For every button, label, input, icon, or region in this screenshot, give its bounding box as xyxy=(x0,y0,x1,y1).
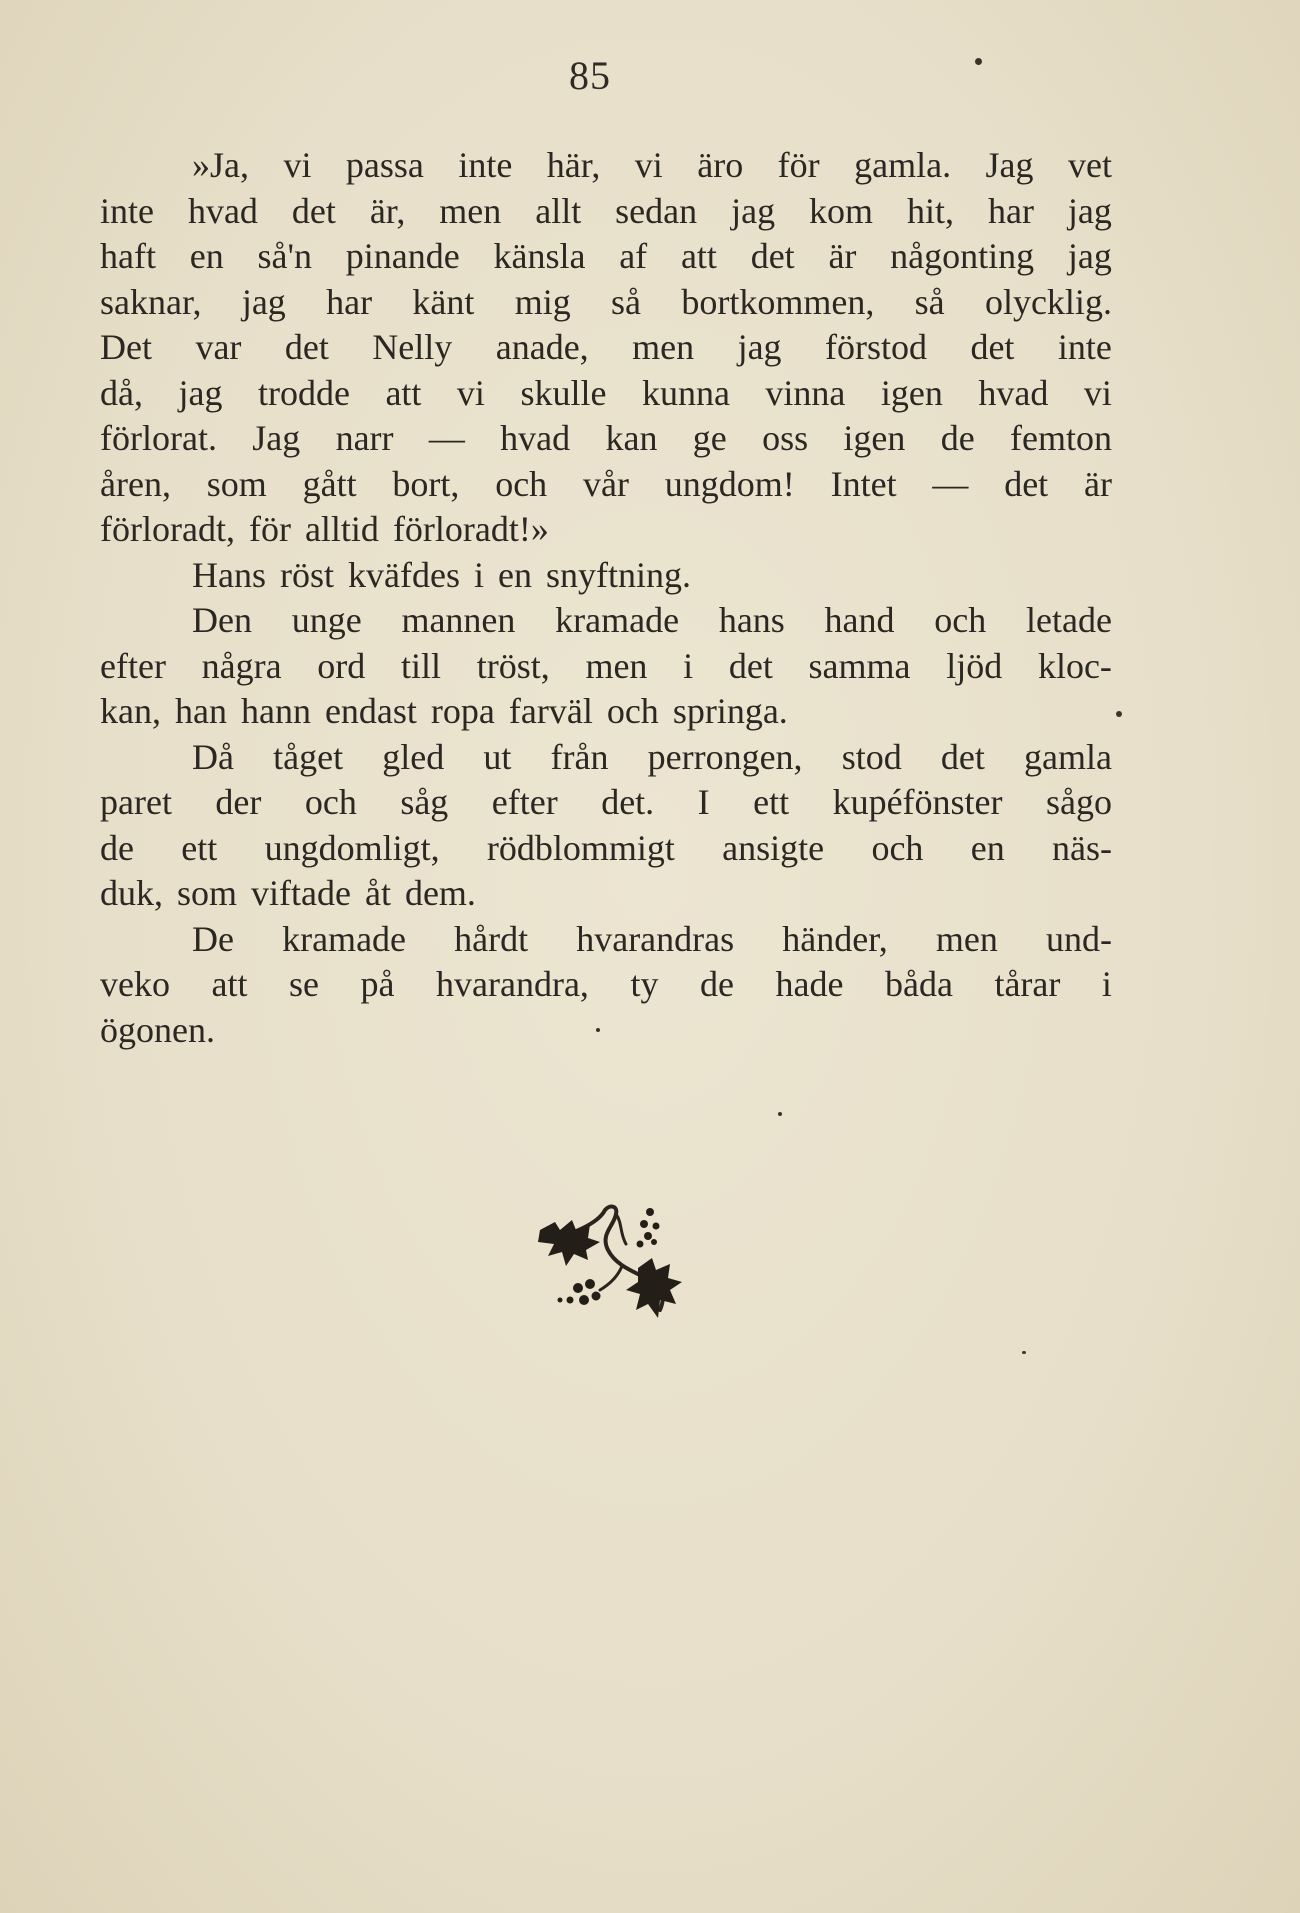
word: vår xyxy=(583,463,629,504)
word: åt xyxy=(364,873,391,913)
word: allt xyxy=(535,190,582,231)
word: från xyxy=(550,736,609,777)
word: perrongen, xyxy=(647,736,803,777)
text-line xyxy=(100,644,1112,690)
word: Intet xyxy=(830,463,897,504)
word: till xyxy=(401,645,442,686)
word: kunna xyxy=(641,372,730,413)
word: hade xyxy=(775,964,844,1004)
word: att xyxy=(385,372,422,413)
word: hvarandras xyxy=(576,918,735,959)
word: båda xyxy=(884,964,953,1004)
word: men xyxy=(632,327,695,367)
word: — xyxy=(932,463,969,504)
word: som xyxy=(177,873,238,913)
word: gamla. xyxy=(854,145,952,185)
word: ett xyxy=(181,827,218,868)
text-line xyxy=(100,416,1112,462)
word: af xyxy=(619,236,648,276)
word: här, xyxy=(546,145,601,185)
word: unge xyxy=(291,600,362,640)
word: vi xyxy=(634,145,663,185)
word: gled xyxy=(382,736,445,777)
text-line xyxy=(100,1008,1112,1054)
word: passa xyxy=(345,145,424,185)
word: veko xyxy=(100,964,170,1004)
word: jag xyxy=(178,372,223,413)
word: De xyxy=(192,918,234,959)
word: äro xyxy=(697,145,744,185)
word: Den xyxy=(192,600,252,640)
word: var xyxy=(195,327,242,367)
word: i xyxy=(1101,964,1112,1004)
word: ropa xyxy=(430,691,495,731)
word: kväfdes xyxy=(348,554,460,595)
word: gått xyxy=(302,463,357,504)
word: och xyxy=(871,827,924,868)
word: alltid xyxy=(304,509,379,549)
word: förloradt!» xyxy=(392,509,549,549)
text-line xyxy=(100,325,1112,371)
word: — xyxy=(428,418,465,458)
word: för xyxy=(248,509,291,549)
word: det xyxy=(750,236,795,276)
word: Det xyxy=(100,327,152,367)
word: vet xyxy=(1067,145,1112,185)
word: hand xyxy=(824,600,895,640)
text-line xyxy=(100,780,1112,826)
word: en xyxy=(189,236,224,276)
word: inte xyxy=(458,145,513,185)
word: igen xyxy=(880,372,943,413)
ink-speck xyxy=(778,1112,782,1116)
word: hvad xyxy=(978,372,1049,413)
word: näs- xyxy=(1052,827,1112,868)
word: men xyxy=(585,645,648,686)
word: inte xyxy=(100,190,154,231)
word: pinande xyxy=(345,236,460,276)
word: rödblommigt xyxy=(486,827,675,868)
word: det. xyxy=(601,782,655,822)
word: jag xyxy=(731,190,776,231)
text-line xyxy=(100,871,1112,917)
word: farväl xyxy=(508,691,593,731)
word: I xyxy=(697,782,710,822)
word: ge xyxy=(692,418,727,458)
word: tröst, xyxy=(476,645,550,686)
word: vi xyxy=(456,372,485,413)
word: som xyxy=(206,463,267,504)
word: en xyxy=(970,827,1005,868)
ink-speck xyxy=(975,58,982,65)
word: sågo xyxy=(1045,782,1112,822)
text-line xyxy=(100,371,1112,417)
word: olycklig. xyxy=(984,281,1112,322)
word: narr xyxy=(335,418,394,458)
word: att xyxy=(211,964,248,1004)
word: och xyxy=(495,463,548,504)
word: de xyxy=(699,964,734,1004)
word: har xyxy=(326,281,373,322)
word: det xyxy=(284,327,329,367)
word: förloradt, xyxy=(100,509,235,549)
word: en xyxy=(497,554,532,595)
word: hvad xyxy=(500,418,571,458)
word: någonting xyxy=(890,236,1035,276)
word: i xyxy=(683,645,694,686)
text-line xyxy=(100,826,1112,872)
word: ett xyxy=(753,782,790,822)
word: sedan xyxy=(615,190,698,231)
word: stod xyxy=(841,736,902,777)
word: skulle xyxy=(520,372,607,413)
word: haft xyxy=(100,236,156,276)
word: bort, xyxy=(392,463,460,504)
word: femton xyxy=(1010,418,1112,458)
text-line xyxy=(100,280,1112,326)
word: trodde xyxy=(257,372,350,413)
word: kom xyxy=(809,190,874,231)
word: åren, xyxy=(100,463,171,504)
word: är, xyxy=(369,190,406,231)
text-line xyxy=(100,143,1112,189)
word: tårar xyxy=(994,964,1061,1004)
word: ansigte xyxy=(722,827,825,868)
text-line xyxy=(100,553,1112,599)
word: och xyxy=(304,782,357,822)
word: ty xyxy=(630,964,659,1004)
word: såg xyxy=(400,782,449,822)
word: det xyxy=(1004,463,1049,504)
word: några xyxy=(201,645,282,686)
word: tåget xyxy=(273,736,344,777)
word: så'n xyxy=(257,236,312,276)
word: vi xyxy=(283,145,312,185)
word: det xyxy=(940,736,985,777)
text-line xyxy=(100,189,1112,235)
word: hvarandra, xyxy=(436,964,589,1004)
ink-speck xyxy=(596,1028,600,1032)
word: gamla xyxy=(1023,736,1112,777)
text-line xyxy=(100,507,1112,553)
word: vi xyxy=(1083,372,1112,413)
word: kloc- xyxy=(1037,645,1112,686)
word: kan xyxy=(605,418,658,458)
word: mannen xyxy=(401,600,516,640)
word: springa. xyxy=(672,691,788,731)
word: letade xyxy=(1025,600,1112,640)
word: har xyxy=(987,190,1034,231)
text-line xyxy=(100,234,1112,280)
word: jag xyxy=(241,281,286,322)
word: kramade xyxy=(555,600,680,640)
word: ljöd xyxy=(946,645,1003,686)
text-line xyxy=(100,689,1112,735)
word: duk, xyxy=(100,873,163,913)
word: ögonen. xyxy=(100,1009,215,1050)
word: hit, xyxy=(907,190,955,231)
word: bortkommen, xyxy=(681,281,875,322)
word: Då xyxy=(192,736,234,777)
word: i xyxy=(473,554,484,595)
word: och xyxy=(934,600,987,640)
word: så xyxy=(914,281,945,322)
word: jag xyxy=(1067,190,1112,231)
word: der xyxy=(215,782,262,822)
word: mig xyxy=(514,281,571,322)
word: är xyxy=(828,236,857,276)
vine-leaf-ornament-icon xyxy=(530,1200,700,1340)
word: röst xyxy=(280,554,334,595)
word: det xyxy=(291,190,336,231)
word: att xyxy=(680,236,717,276)
word: inte xyxy=(1057,327,1112,367)
word: och xyxy=(606,691,659,731)
word: Jag xyxy=(252,418,301,458)
text-line xyxy=(100,598,1112,644)
word: det xyxy=(728,645,773,686)
word: men xyxy=(439,190,502,231)
word: Jag xyxy=(985,145,1034,185)
word: oss xyxy=(762,418,809,458)
ink-speck xyxy=(1116,711,1122,717)
word: ungdom! xyxy=(664,463,795,504)
word: det xyxy=(970,327,1015,367)
text-line xyxy=(100,917,1112,963)
word: kramade xyxy=(282,918,407,959)
word: hans xyxy=(718,600,785,640)
word: men xyxy=(935,918,998,959)
word: han xyxy=(174,691,227,731)
word: paret xyxy=(100,782,172,822)
word: dem. xyxy=(404,873,476,913)
word: jag xyxy=(737,327,782,367)
word: är xyxy=(1084,463,1112,504)
word: kan, xyxy=(100,691,161,731)
word: snyftning. xyxy=(545,554,691,595)
word: ungdomligt, xyxy=(264,827,440,868)
ink-speck xyxy=(1022,1351,1026,1354)
word: endast xyxy=(324,691,417,731)
body-text xyxy=(100,143,1112,1053)
text-line xyxy=(100,735,1112,781)
word: efter xyxy=(100,645,166,686)
word: se xyxy=(289,964,319,1004)
word: samma xyxy=(808,645,911,686)
word: så xyxy=(611,281,642,322)
word: hann xyxy=(240,691,311,731)
word: efter xyxy=(491,782,558,822)
word: ut xyxy=(483,736,512,777)
word: Nelly xyxy=(372,327,453,367)
word: saknar, xyxy=(100,281,202,322)
word: känt xyxy=(412,281,475,322)
word: känsla xyxy=(493,236,586,276)
word: anade, xyxy=(495,327,589,367)
page-number: 85 xyxy=(569,53,611,98)
word: hårdt xyxy=(454,918,529,959)
word: »Ja, xyxy=(192,145,249,185)
word: viftade xyxy=(251,873,351,913)
word: de xyxy=(100,827,134,868)
word: und- xyxy=(1045,918,1112,959)
word: de xyxy=(940,418,975,458)
word: då, xyxy=(100,372,143,413)
word: jag xyxy=(1067,236,1112,276)
word: för xyxy=(777,145,820,185)
word: händer, xyxy=(782,918,888,959)
word: förlorat. xyxy=(100,418,217,458)
word: Hans xyxy=(192,554,266,595)
text-line xyxy=(100,962,1112,1008)
word: igen xyxy=(843,418,906,458)
text-line xyxy=(100,462,1112,508)
word: ord xyxy=(317,645,366,686)
word: på xyxy=(360,964,395,1004)
word: hvad xyxy=(187,190,258,231)
word: förstod xyxy=(825,327,927,367)
word: kupéfönster xyxy=(832,782,1003,822)
word: vinna xyxy=(765,372,846,413)
